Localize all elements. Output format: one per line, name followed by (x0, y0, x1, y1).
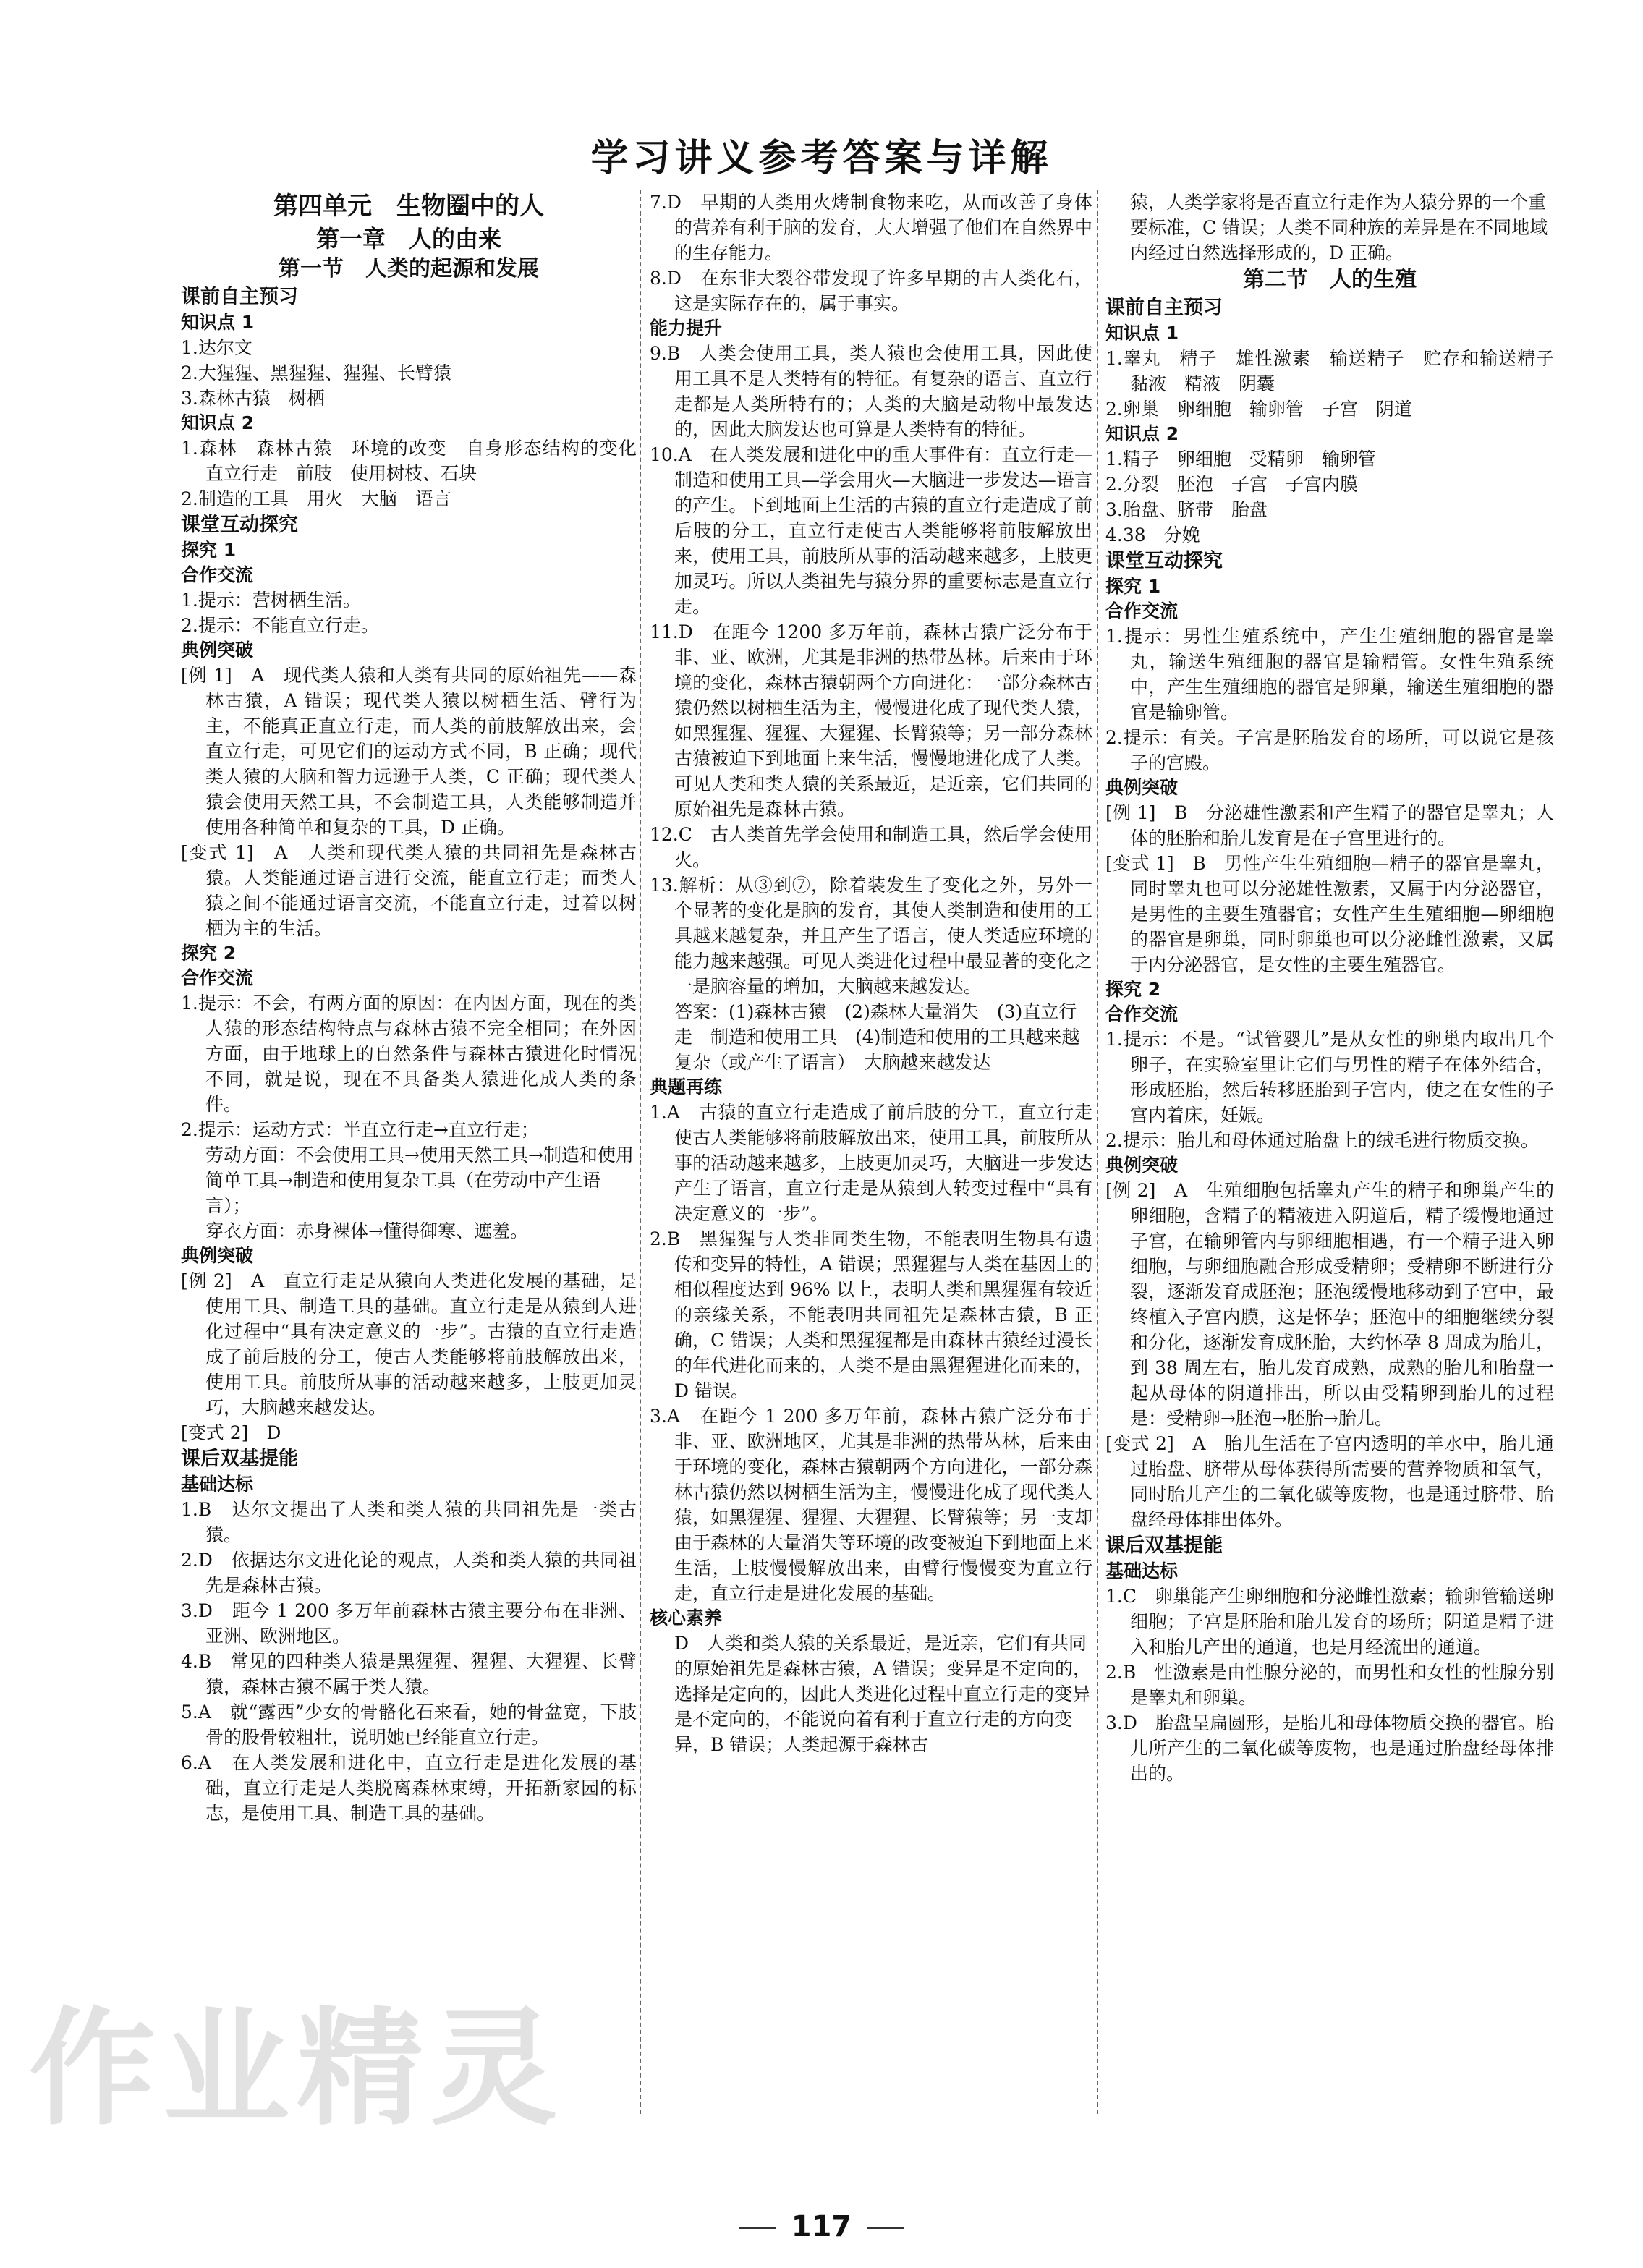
sub-heading: 基础达标 (1105, 1560, 1179, 1581)
sub-heading: 探究 2 (181, 943, 237, 964)
answer-item: [例 2] A 直立行走是从猿向人类进化发展的基础，是使用工具、制造工具的基础。直立行走是从猿到人进化过程中“具有决定意义的一步”。古猿的直立行走造成了前后肢的分工，使古人类能够将前肢解放出来，使用工具。前肢所从事的活动越来越多，上肢更加灵巧，大脑越来越发达。 (181, 1270, 637, 1418)
sub-heading: 核心素养 (650, 1607, 723, 1628)
sub-heading: 典例突破 (181, 1245, 254, 1266)
answer-item: 2.提示：运动方式：半直立行走→直立行走； (181, 1119, 539, 1140)
answer-item: 2.D 依据达尔文进化论的观点，人类和类人猿的共同祖先是森林古猿。 (181, 1550, 637, 1596)
sub-heading: 基础达标 (181, 1474, 254, 1495)
sub-heading: 合作交流 (181, 967, 254, 988)
sub-heading: 探究 1 (181, 540, 237, 561)
answer-item: 2.B 黑猩猩与人类非同类生物，不能表明生物具有遗传和变异的特性，A 错误；黑猩猩与人类在基因上的相似程度达到 96% 以上，表明人类和黑猩猩有较近的亲缘关系，不能表明共同祖先是森林古猿，B 正确，C 错误；人类和黑猩猩都是由森林古猿经过漫长的年代进化而来的，人类不是由黑猩猩进化而来的，D 错误。 (650, 1228, 1092, 1401)
page-number-text: 117 (791, 2210, 852, 2243)
column-right (1105, 190, 1573, 1786)
answer-item: [变式 1] B 男性产生生殖细胞—精子的器官是睾丸，同时睾丸也可以分泌雄性激素，又属于内分泌器官，是男性的主要生殖器官；女性产生生殖细胞—卵细胞的器官是卵巢，同时卵巢也可以分泌雌性激素，又属于内分泌器官，是女性的主要生殖器官。 (1105, 853, 1554, 975)
part-heading: 课堂互动探究 (1105, 550, 1223, 572)
section-heading: 第二节 人的生殖 (1243, 267, 1417, 292)
answer-item: [例 2] A 生殖细胞包括睾丸产生的精子和卵巢产生的卵细胞，含精子的精液进入阴道后，精子缓慢地通过子宫，在输卵管内与卵细胞相遇，有一个精子进入卵细胞，与卵细胞融合形成受精卵；受精卵不断进行分裂，逐渐发育成胚泡；胚泡缓慢地移动到子宫中，最终植入子宫内膜，这是怀孕；胚泡中的细胞继续分裂和分化，逐渐发育成胚胎，大约怀孕 8 周成为胎儿，到 38 周左右，胎儿发育成熟，成熟的胎儿和胎盘一起从母体的阴道排出，所以由受精卵到胎儿的过程是：受精卵→胚泡→胚胎→胎儿。 (1105, 1180, 1554, 1429)
sub-heading: 能力提升 (650, 318, 723, 339)
answer-item: 2.B 性激素是由性腺分泌的，而男性和女性的性腺分别是睾丸和卵巢。 (1105, 1662, 1554, 1708)
unit-heading: 第四单元 生物圈中的人 (273, 192, 544, 221)
answer-item: 2.卵巢 卵细胞 输卵管 子宫 阴道 (1105, 399, 1412, 420)
sub-heading: 探究 2 (1105, 979, 1161, 1000)
section-heading: 第一节 人类的起源和发展 (279, 256, 539, 281)
answer-continuation: 猿，人类学家将是否直立行走作为人猿分界的一个重要标准，C 错误；人类不同种族的差异是在不同地域内经过自然选择形成的，D 正确。 (1130, 192, 1548, 263)
answer-item: 13.解析：从③到⑦，除着装发生了变化之外，另外一个显著的变化是脑的发育，其使人类制造和使用的工具越来越复杂，并且产生了语言，使人类适应环境的能力越来越强。可见人类进化过程中最显著的变化之一是脑容量的增加，大脑越来越发达。 (650, 875, 1092, 997)
answer-item: 2.提示：胎儿和母体通过胎盘上的绒毛进行物质交换。 (1105, 1130, 1539, 1151)
answer-item: 9.B 人类会使用工具，类人猿也会使用工具，因此使用工具不是人类特有的特征。有复杂的语言、直立行走都是人类所特有的；人类的大脑是动物中最发达的，因此大脑发达也可算是人类特有的特征。 (650, 343, 1092, 440)
answer-item: 1.A 古猿的直立行走造成了前后肢的分工，直立行走使古人类能够将前肢解放出来，使用工具，前肢所从事的活动越来越多，上肢更加灵巧，大脑进一步发达产生了语言，直立行走是从猿到人转变过程中“具有决定意义的一步”。 (650, 1102, 1092, 1224)
sub-heading: 知识点 2 (181, 412, 255, 433)
sub-heading: 典例突破 (181, 640, 254, 661)
answer-item: 5.A 就“露西”少女的骨骼化石来看，她的骨盆宽，下肢骨的股骨较粗壮，说明她已经能直立行走。 (181, 1702, 637, 1748)
part-heading: 课后双基提能 (1105, 1534, 1223, 1557)
answer-item: 4.B 常见的四种类人猿是黑猩猩、猩猩、大猩猩、长臂猿，森林古猿不属于类人猿。 (181, 1651, 637, 1697)
answer-item: 11.D 在距今 1200 多万年前，森林古猿广泛分布于非、亚、欧洲，尤其是非洲的热带丛林。后来由于环境的变化，森林古猿朝两个方向进化：一部分森林古猿仍然以树栖生活为主，慢慢进化成了现代类人猿，如黑猩猩、猩猩、大猩猩、长臂猿等；另一部分森林古猿被迫下到地面上来生活，慢慢地进化成了人类。可见人类和类人猿的关系最近，是近亲，它们共同的原始祖先是森林古猿。 (650, 621, 1092, 820)
chapter-heading: 第一章 人的由来 (315, 225, 501, 252)
answer-item: 7.D 早期的人类用火烤制食物来吃，从而改善了身体的营养有利于脑的发育，大大增强了他们在自然界中的生存能力。 (650, 192, 1092, 263)
page-number (0, 2210, 1643, 2243)
answer-item: 1.森林 森林古猿 环境的改变 自身形态结构的变化 直立行走 前肢 使用树枝、石块 (181, 438, 655, 484)
part-heading: 课堂互动探究 (181, 514, 298, 536)
answer-continuation: 穿衣方面：赤身裸体→懂得御寒、遮羞。 (205, 1220, 528, 1241)
answer-item: 4.38 分娩 (1105, 524, 1200, 545)
answer-item: 1.B 达尔文提出了人类和类人猿的共同祖先是一类古猿。 (181, 1499, 637, 1545)
sub-heading: 典例突破 (1105, 777, 1179, 798)
watermark: 作业精灵 (29, 1995, 564, 2143)
answer-item: 3.D 胎盘呈扁圆形，是胎儿和母体物质交换的器官。胎儿所产生的二氧化碳等废物，也是通过胎盘经母体排出的。 (1105, 1712, 1554, 1784)
answer-continuation: 劳动方面：不会使用工具→使用天然工具→制造和使用简单工具→制造和使用复杂工具（在劳动中产生语言）； (205, 1144, 634, 1216)
sub-heading: 知识点 1 (1105, 323, 1179, 344)
sub-heading: 合作交流 (181, 564, 254, 585)
answer-item: 1.睾丸 精子 雄性激素 输送精子 贮存和输送精子 黏液 精液 阴囊 (1105, 348, 1573, 394)
part-heading: 课前自主预习 (1105, 297, 1223, 319)
answer-item: 2.制造的工具 用火 大脑 语言 (181, 488, 451, 509)
sub-heading: 知识点 1 (181, 312, 255, 333)
answer-item: 2.提示：不能直立行走。 (181, 615, 379, 636)
answer-item: 1.达尔文 (181, 337, 252, 358)
column-divider (640, 190, 641, 2114)
answer-item: 1.提示：男性生殖系统中，产生生殖细胞的器官是睾丸，输送生殖细胞的器官是输精管。女性生殖系统中，产生生殖细胞的器官是卵巢，输送生殖细胞的器官是输卵管。 (1105, 626, 1554, 723)
sub-heading: 知识点 2 (1105, 423, 1179, 444)
column-left (181, 190, 655, 1826)
sub-heading: 合作交流 (1105, 1003, 1179, 1024)
answer-continuation: 答案：(1)森林古猿 (2)森林大量消失 (3)直立行走 制造和使用工具 (4)制造和使用的工具越来越复杂（或产生了语言） 大脑越来越发达 (674, 1001, 1080, 1073)
answer-item: 3.A 在距今 1 200 多万年前，森林古猿广泛分布于非、亚、欧洲地区，尤其是非洲的热带丛林，后来由于环境的变化，森林古猿朝两个方向进化，一部分森林古猿仍然以树栖生活为主，慢慢进化成了现代类人猿，如黑猩猩、猩猩、大猩猩、长臂猿等；另一支却由于森林的大量消失等环境的改变被迫下到地面上来生活，上肢慢慢解放出来，由臂行慢慢变为直立行走，直立行走是进化发展的基础。 (650, 1406, 1092, 1604)
answer-item: 1.C 卵巢能产生卵细胞和分泌雌性激素；输卵管输送卵细胞；子宫是胚胎和胎儿发育的场所；阴道是精子进入和胎儿产出的通道，也是月经流出的通道。 (1105, 1586, 1554, 1657)
answer-item: 2.分裂 胚泡 子宫 子宫内膜 (1105, 474, 1358, 495)
answer-item: 2.提示：有关。子宫是胚胎发育的场所，可以说它是孩子的宫殿。 (1105, 727, 1554, 773)
answer-item: 1.提示：营树栖生活。 (181, 590, 361, 611)
answer-item: 1.提示：不会，有两方面的原因：在内因方面，现在的类人猿的形态结构特点与森林古猿不完全相同；在外因方面，由于地球上的自然条件与森林古猿进化时情况不同，就是说，现在不具备类人猿进化成人类的条件。 (181, 993, 637, 1115)
answer-item: [变式 2] D (181, 1422, 281, 1443)
sub-heading: 合作交流 (1105, 600, 1179, 621)
sub-heading: 典题再练 (650, 1076, 723, 1097)
part-heading: 课前自主预习 (181, 286, 298, 308)
answer-item: 3.D 距今 1 200 多万年前森林古猿主要分布在非洲、亚洲、欧洲地区。 (181, 1600, 637, 1647)
sub-heading: 探究 1 (1105, 576, 1161, 597)
answer-item: 3.胎盘、脐带 胎盘 (1105, 499, 1268, 520)
answer-item: [变式 1] A 人类和现代类人猿的共同祖先是森林古猿。人类能通过语言进行交流，能直立行走；而类人猿之间不能通过语言交流，不能直立行走，过着以树栖为主的生活。 (181, 842, 637, 939)
answer-item: 3.森林古猿 树栖 (181, 388, 325, 409)
page-title: 学习讲义参考答案与详解 (590, 137, 1053, 180)
column-middle (650, 190, 1092, 1757)
answer-item: [例 1] A 现代类人猿和人类有共同的原始祖先——森林古猿，A 错误；现代类人猿以树栖生活、臂行为主，不能真正直立行走，而人类的前肢解放出来，会直立行走，可见它们的运动方式不同，B 正确；现代类人猿的大脑和智力远逊于人类，C 正确；现代类人猿会使用天然工具，不会制造工具，人类能够制造并使用各种简单和复杂的工具，D 正确。 (181, 665, 637, 838)
answer-item: 1.提示：不是。“试管婴儿”是从女性的卵巢内取出几个卵子，在实验室里让它们与男性的精子在体外结合，形成胚胎，然后转移胚胎到子宫内，使之在女性的子宫内着床，妊娠。 (1105, 1029, 1554, 1126)
sub-heading: 典例突破 (1105, 1155, 1179, 1176)
answer-item: [例 1] B 分泌雄性激素和产生精子的器官是睾丸；人体的胚胎和胎儿发育是在子宫里进行的。 (1105, 802, 1554, 849)
answer-item: [变式 2] A 胎儿生活在子宫内透明的羊水中，胎儿通过胎盘、脐带从母体获得所需要的营养物质和氧气，同时胎儿产生的二氧化碳等废物，也是通过脐带、胎盘经母体排出体外。 (1105, 1433, 1554, 1530)
answer-item: 8.D 在东非大裂谷带发现了许多早期的古人类化石，这是实际存在的，属于事实。 (650, 268, 1092, 314)
answer-item: 6.A 在人类发展和进化中，直立行走是进化发展的基础，直立行走是人类脱离森林束缚，开拓新家园的标志，是使用工具、制造工具的基础。 (181, 1752, 637, 1824)
answer-continuation: D 人类和类人猿的关系最近，是近亲，它们有共同的原始祖先是森林古猿，A 错误；变异是不定向的，选择是定向的，因此人类进化过程中直立行走的变异是不定向的，不能说向着有利于直立行走的方向变异，B 错误；人类起源于森林古 (674, 1633, 1092, 1755)
column-divider (1097, 190, 1098, 2114)
part-heading: 课后双基提能 (181, 1448, 298, 1470)
answer-item: 2.大猩猩、黑猩猩、猩猩、长臂猿 (181, 362, 451, 383)
answer-item: 1.精子 卵细胞 受精卵 输卵管 (1105, 449, 1376, 470)
answer-item: 12.C 古人类首先学会使用和制造工具，然后学会使用火。 (650, 824, 1092, 870)
answer-item: 10.A 在人类发展和进化中的重大事件有：直立行走—制造和使用工具—学会用火—大脑进一步发达—语言的产生。下到地面上生活的古猿的直立行走造成了前后肢的分工，直立行走使古人类能够将前肢解放出来，使用工具，前肢所从事的活动越来越多，上肢更加灵巧。所以人类祖先与猿分界的重要标志是直立行走。 (650, 444, 1092, 617)
